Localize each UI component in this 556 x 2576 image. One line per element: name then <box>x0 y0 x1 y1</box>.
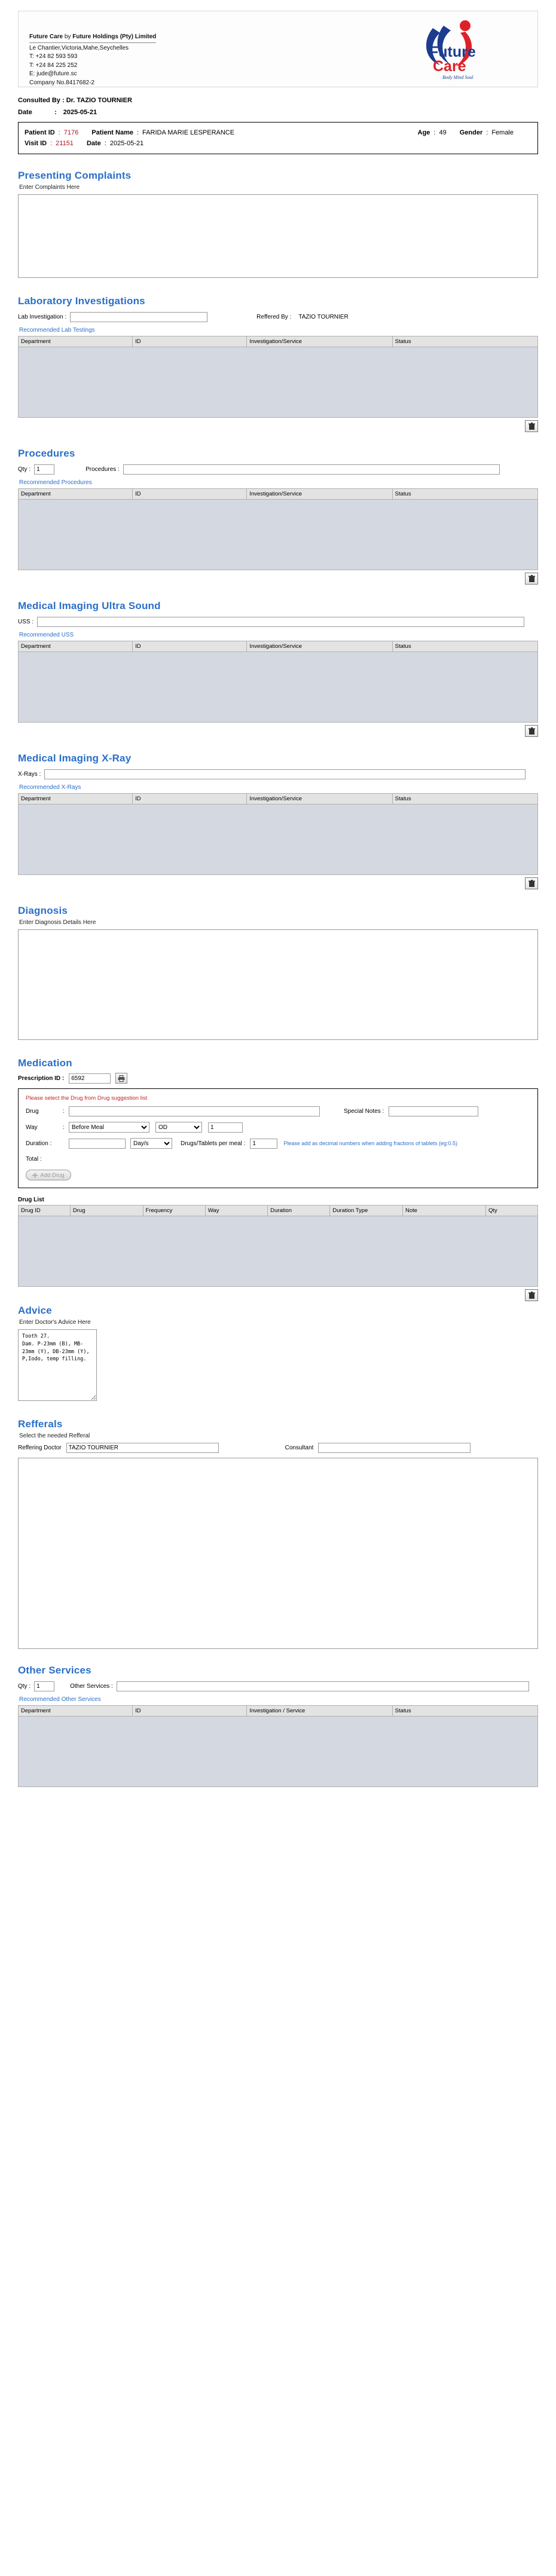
age-label: Age <box>417 129 430 136</box>
recommended-uss-link[interactable]: Recommended USS <box>19 632 74 638</box>
lab-col-status: Status <box>392 336 537 347</box>
uss-empty-body <box>19 652 538 723</box>
company-name-suffix: Future Holdings (Pty) Limited <box>72 33 157 40</box>
proc-col-service: Investigation/Service <box>247 489 392 500</box>
gender-value: Female <box>491 129 514 136</box>
lab-investigations-heading: Laboratory Investigations <box>18 295 145 307</box>
table-header-row <box>19 641 538 652</box>
advice-sub-note: Enter Doctor's Advice Here <box>19 1319 91 1326</box>
gender-label: Gender <box>459 129 483 136</box>
patient-name-value: FARIDA MARIE LESPERANCE <box>142 129 235 136</box>
reffering-doctor-input[interactable] <box>66 1443 219 1453</box>
medication-entry-box <box>18 1088 538 1188</box>
os-col-id: ID <box>133 1706 247 1717</box>
patient-name-label: Patient Name <box>91 129 133 136</box>
procedures-qty-label: Qty : <box>18 466 31 473</box>
diagnosis-heading: Diagnosis <box>18 905 68 916</box>
duration-label: Duration : <box>26 1140 52 1147</box>
xray-field-label: X-Rays : <box>18 771 41 778</box>
uss-delete-row <box>18 725 538 737</box>
company-name-prefix: Future Care <box>29 33 63 40</box>
svg-text:Future: Future <box>429 44 476 60</box>
procedures-input-row <box>18 464 538 475</box>
recommended-other-services-link[interactable]: Recommended Other Services <box>19 1696 101 1703</box>
lab-col-department: Department <box>19 336 133 347</box>
referrals-sub-note: Select the needed Refferal <box>19 1433 90 1439</box>
os-col-service: Investigation / Service <box>247 1706 392 1717</box>
date-colon: : <box>54 109 57 116</box>
way-label: Way <box>26 1124 38 1131</box>
visit-date-colon: : <box>104 140 106 147</box>
recommended-xrays-link[interactable]: Recommended X-Rays <box>19 784 81 791</box>
table-header-row <box>19 1206 538 1216</box>
drug-row <box>26 1106 530 1116</box>
lab-col-id: ID <box>133 336 247 347</box>
drug-col-drug: Drug <box>70 1206 143 1216</box>
xray-delete-row <box>18 877 538 889</box>
drug-col-note: Note <box>403 1206 486 1216</box>
proc-empty-body <box>19 500 538 570</box>
drug-col-way: Way <box>205 1206 267 1216</box>
os-col-department: Department <box>19 1706 133 1717</box>
diagnosis-sub-note: Enter Diagnosis Details Here <box>19 919 96 926</box>
lab-col-service: Investigation/Service <box>247 336 392 347</box>
lab-empty-body <box>19 347 538 418</box>
other-services-input[interactable] <box>117 1681 529 1691</box>
company-name <box>29 33 156 43</box>
medication-heading: Medication <box>18 1057 72 1069</box>
visit-id-colon: : <box>50 140 53 147</box>
ultrasound-heading: Medical Imaging Ultra Sound <box>18 600 161 611</box>
advice-heading: Advice <box>18 1305 52 1316</box>
proc-col-department: Department <box>19 489 133 500</box>
xray-input[interactable] <box>44 769 526 779</box>
uss-col-department: Department <box>19 641 133 652</box>
xray-col-department: Department <box>19 794 133 804</box>
way-qty-input[interactable] <box>208 1122 243 1133</box>
consulted-by-label: Consulted By : <box>18 97 65 104</box>
xray-table <box>18 793 538 875</box>
lab-investigation-input[interactable] <box>70 312 207 322</box>
special-notes-input[interactable] <box>389 1106 478 1116</box>
procedures-delete-row <box>18 573 538 585</box>
reffering-doctor-label: Reffering Doctor <box>18 1445 62 1451</box>
future-care-logo <box>398 20 509 85</box>
other-services-input-row <box>18 1681 538 1691</box>
uss-col-status: Status <box>392 641 537 652</box>
total-label: Total : <box>26 1156 42 1162</box>
trash-icon[interactable] <box>525 877 538 889</box>
reffered-by-value: TAZIO TOURNIER <box>298 314 349 320</box>
patient-id-group <box>25 129 78 136</box>
drug-col-qty: Qty <box>486 1206 538 1216</box>
patient-id-value: 7176 <box>63 129 79 136</box>
reffered-by-label: Reffered By : <box>256 314 292 320</box>
visit-id-group <box>25 140 74 147</box>
lab-input-row <box>18 312 538 322</box>
frequency-select[interactable] <box>155 1122 202 1133</box>
date-value: 2025-05-21 <box>63 109 97 116</box>
duration-input[interactable] <box>69 1139 126 1149</box>
drug-label: Drug <box>26 1108 39 1115</box>
address-line-2: T: +24 82 593 593 <box>29 53 78 60</box>
trash-icon[interactable] <box>525 1289 538 1301</box>
visit-date-line <box>18 109 538 116</box>
complaints-textarea[interactable] <box>18 194 538 278</box>
recommended-procedures-link[interactable]: Recommended Procedures <box>19 479 92 486</box>
patient-name-colon: : <box>136 129 139 136</box>
advice-textarea[interactable] <box>18 1329 97 1401</box>
other-services-qty-label: Qty : <box>18 1683 31 1690</box>
trash-icon[interactable] <box>525 573 538 585</box>
drug-list-table <box>18 1205 538 1287</box>
presenting-complaints-heading: Presenting Complaints <box>18 170 132 181</box>
os-col-status: Status <box>392 1706 537 1717</box>
letterhead <box>18 11 538 87</box>
table-row <box>19 500 538 570</box>
svg-text:Care: Care <box>433 58 466 75</box>
drug-col-duration-type: Duration Type <box>330 1206 403 1216</box>
age-colon: : <box>433 129 436 136</box>
drug-list-title: Drug List <box>18 1197 44 1203</box>
company-name-by: by <box>64 33 71 40</box>
drug-col-id: Drug ID <box>19 1206 71 1216</box>
recommended-lab-testings-link[interactable]: Recommended Lab Testings <box>19 327 95 334</box>
procedures-heading: Procedures <box>18 448 75 459</box>
lab-results-table <box>18 336 538 418</box>
drug-colon: : <box>63 1108 65 1115</box>
consultant-input[interactable] <box>318 1443 471 1453</box>
prescription-id-input[interactable] <box>69 1073 111 1084</box>
other-services-field-label: Other Services : <box>70 1683 113 1690</box>
other-services-table <box>18 1705 538 1787</box>
xray-col-id: ID <box>133 794 247 804</box>
uss-input-row <box>18 617 538 627</box>
duration-row <box>26 1138 530 1149</box>
gender-colon: : <box>486 129 488 136</box>
xray-col-status: Status <box>392 794 537 804</box>
duration-type-select[interactable] <box>130 1138 172 1149</box>
drug-input[interactable] <box>69 1106 320 1116</box>
table-header-row <box>19 794 538 804</box>
patient-row-1 <box>25 127 531 138</box>
letterhead-logo-area <box>377 20 527 85</box>
visit-id-value: 21151 <box>56 140 74 147</box>
svg-text:Body Mind Soul: Body Mind Soul <box>442 75 473 80</box>
procedures-input[interactable] <box>123 464 500 475</box>
per-meal-input[interactable] <box>250 1139 277 1149</box>
printer-icon[interactable] <box>115 1073 127 1084</box>
patient-id-colon: : <box>58 129 60 136</box>
table-row <box>19 804 538 875</box>
patient-info-box <box>18 122 538 154</box>
patient-id-label: Patient ID <box>25 129 55 136</box>
trash-icon[interactable] <box>525 725 538 737</box>
special-notes-label: Special Notes : <box>344 1108 384 1115</box>
proc-col-status: Status <box>392 489 537 500</box>
consulted-by-value: Dr. TAZIO TOURNIER <box>66 97 132 104</box>
visit-date-label: Date <box>86 140 101 147</box>
drug-select-warning: Please select the Drug from Drug suggestion list <box>26 1095 148 1102</box>
total-row <box>26 1154 530 1164</box>
visit-date-group <box>87 140 143 147</box>
patient-gender-group <box>460 129 514 136</box>
drug-delete-row <box>18 1289 538 1301</box>
referrals-input-row <box>18 1443 538 1453</box>
uss-col-id: ID <box>133 641 247 652</box>
prescription-page <box>0 11 556 1811</box>
patient-age-group <box>418 129 447 136</box>
lab-field-label: Lab Investigation : <box>18 314 67 320</box>
add-drug-label: Add Drug <box>40 1171 65 1179</box>
way-select[interactable] <box>69 1122 149 1133</box>
letterhead-address-block <box>29 20 156 87</box>
plus-icon <box>32 1173 38 1178</box>
way-row <box>26 1122 530 1133</box>
table-row <box>19 347 538 418</box>
xray-empty-body <box>19 804 538 875</box>
uss-input[interactable] <box>37 617 524 627</box>
visit-id-label: Visit ID <box>25 140 47 147</box>
uss-table <box>18 641 538 723</box>
table-row <box>19 1717 538 1787</box>
table-row <box>19 1216 538 1287</box>
procedures-qty-input[interactable] <box>34 464 54 475</box>
patient-name-group <box>91 129 234 136</box>
address-line-3: T: +24 84 225 252 <box>29 62 78 69</box>
referrals-heading: Refferals <box>18 1418 63 1430</box>
date-label: Date <box>18 109 32 116</box>
xray-input-row <box>18 769 538 779</box>
decimal-hint: Please add as decimal numbers when adding fractions of tablets (eg:0.5) <box>283 1140 458 1146</box>
other-services-qty-input[interactable] <box>34 1681 54 1691</box>
trash-icon[interactable] <box>525 420 538 432</box>
prescription-id-label: Prescription ID : <box>18 1075 65 1082</box>
table-header-row <box>19 1706 538 1717</box>
drug-col-frequency: Frequency <box>143 1206 205 1216</box>
address-line-1: Le Chantier,Victoria,Mahe,Seychelles <box>29 44 129 51</box>
table-header-row <box>19 336 538 347</box>
visit-date-value: 2025-05-21 <box>109 140 144 147</box>
other-services-heading: Other Services <box>18 1665 91 1676</box>
lab-delete-row <box>18 420 538 432</box>
patient-row-2 <box>25 138 531 149</box>
address-line-5: Company No.8417682-2 <box>29 79 94 86</box>
proc-col-id: ID <box>133 489 247 500</box>
uss-col-service: Investigation/Service <box>247 641 392 652</box>
way-colon: : <box>63 1124 65 1131</box>
consultant-label: Consultant <box>285 1445 314 1451</box>
os-empty-body <box>19 1717 538 1787</box>
xray-col-service: Investigation/Service <box>247 794 392 804</box>
consulted-by-line <box>18 97 538 104</box>
diagnosis-textarea[interactable] <box>18 929 538 1040</box>
table-header-row <box>19 489 538 500</box>
table-row <box>19 652 538 723</box>
complaints-sub-note: Enter Complaints Here <box>19 184 80 191</box>
address-line-4: E: jude@future.sc <box>29 71 77 77</box>
add-drug-button[interactable] <box>26 1170 71 1180</box>
prescription-id-row <box>18 1073 538 1084</box>
procedures-table <box>18 488 538 570</box>
drug-empty-body <box>19 1216 538 1287</box>
xray-heading: Medical Imaging X-Ray <box>18 752 132 764</box>
drug-col-duration: Duration <box>268 1206 330 1216</box>
age-value: 49 <box>439 129 447 136</box>
referrals-panel[interactable] <box>18 1458 538 1649</box>
per-meal-label: Drugs/Tablets per meal : <box>181 1140 246 1147</box>
procedures-field-label: Procedures : <box>85 466 120 473</box>
uss-field-label: USS : <box>18 619 34 625</box>
